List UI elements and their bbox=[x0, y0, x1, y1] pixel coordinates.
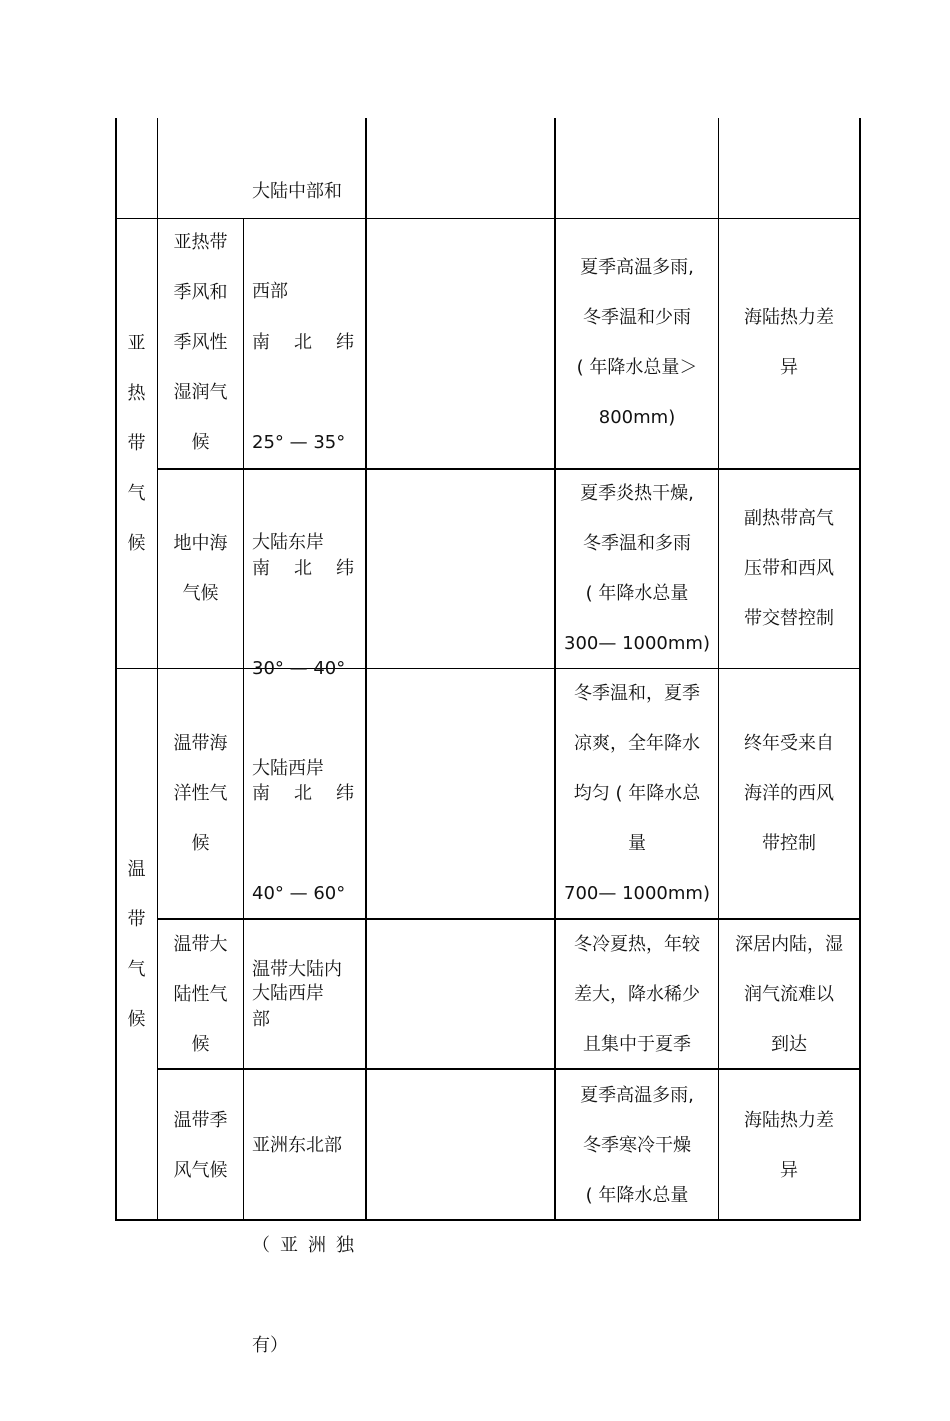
latitude-range: 40° — 60° bbox=[252, 883, 346, 904]
region-line: （ 亚 洲 独 bbox=[252, 1235, 354, 1256]
region-line: 亚洲东北部 bbox=[252, 1135, 342, 1156]
cause-cell: 终年受来自 海洋的西风 带控制 bbox=[744, 733, 834, 854]
table-border-left bbox=[115, 118, 117, 1221]
climate-name-cell: 温带大 陆性气 候 bbox=[173, 934, 228, 1055]
column-divider bbox=[365, 118, 367, 1221]
latitude-range: 30° — 40° bbox=[252, 658, 346, 679]
features-cell: 夏季高温多雨, 冬季寒冷干燥 ( 年降水总量 bbox=[580, 1085, 694, 1206]
climate-name-cell: 温带季 风气候 bbox=[173, 1110, 228, 1181]
climate-name-cell: 亚热带 季风和 季风性 湿润气 候 bbox=[173, 232, 228, 453]
cause-cell: 副热带高气 压带和西风 带交替控制 bbox=[744, 508, 834, 629]
latitude-label: 南 北 纬 bbox=[252, 558, 354, 579]
climate-name-cell: 地中海 气候 bbox=[173, 533, 228, 604]
region-line: 有） bbox=[252, 1335, 288, 1356]
region-cell bbox=[244, 1071, 364, 1421]
features-cell: 冬季温和，夏季 凉爽，全年降水 均匀 ( 年降水总 量 700— 1000mm) bbox=[564, 683, 710, 904]
region-line: 大陆中部和 bbox=[252, 181, 342, 202]
zone-label-temperate: 温 带 气 候 bbox=[127, 859, 146, 1030]
latitude-label: 南 北 纬 bbox=[252, 332, 354, 353]
climate-name-cell: 温带海 洋性气 候 bbox=[173, 733, 228, 854]
region-text: 大陆东岸 bbox=[252, 532, 324, 553]
cause-cell: 深居内陆，湿 润气流难以 到达 bbox=[735, 934, 843, 1055]
region-cell: 温带大陆内 部 bbox=[252, 959, 342, 1030]
features-cell: 冬冷夏热，年较 差大，降水稀少 且集中于夏季 bbox=[574, 934, 700, 1055]
features-cell: 夏季高温多雨, 冬季温和少雨 ( 年降水总量＞ 800mm) bbox=[576, 257, 698, 428]
cause-cell: 海陆热力差 异 bbox=[744, 307, 834, 378]
features-cell: 夏季炎热干燥, 冬季温和多雨 ( 年降水总量 300— 1000mm) bbox=[564, 483, 710, 654]
table-border-right bbox=[859, 118, 861, 1221]
latitude-label: 南 北 纬 bbox=[252, 783, 354, 804]
table-border-bottom bbox=[115, 1219, 861, 1221]
region-text: 大陆西岸 bbox=[252, 983, 324, 1004]
zone-label-subtropical: 亚 热 带 气 候 bbox=[127, 333, 146, 554]
row-divider bbox=[115, 668, 861, 669]
cause-cell: 海陆热力差 异 bbox=[744, 1110, 834, 1181]
latitude-range: 25° — 35° bbox=[252, 432, 346, 453]
region-line: 西部 bbox=[252, 281, 288, 302]
region-text: 大陆西岸 bbox=[252, 758, 324, 779]
